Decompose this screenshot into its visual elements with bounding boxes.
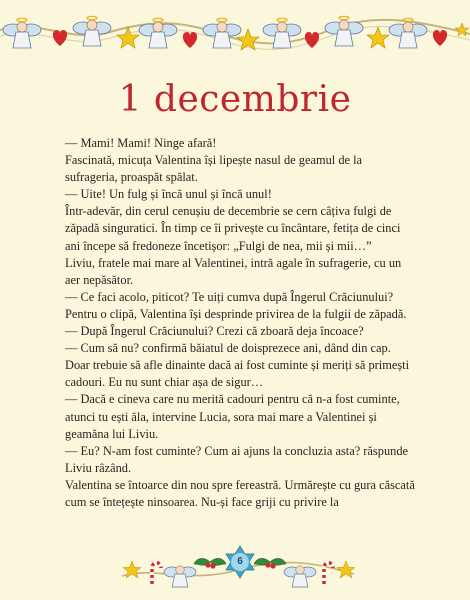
star-icon xyxy=(367,27,389,48)
angel-icon xyxy=(284,566,316,587)
angel-icon xyxy=(3,18,41,48)
heart-icon xyxy=(433,30,447,46)
heart-icon xyxy=(305,32,319,48)
heart-icon xyxy=(183,32,197,48)
paragraph: — Ce faci acolo, piticot? Te uiți cumva după Îngerul Crăciunului? xyxy=(65,289,394,304)
paragraph: — Dacă e cineva care nu merită cadouri pentru că n-a fost cuminte, atunci tu ești ăla, intervine Lucia, sora mai mare a Valentinei și geamăna lui Liviu. xyxy=(65,392,400,441)
holly-icon xyxy=(254,558,286,568)
candy-cane-icon xyxy=(324,563,333,584)
paragraph: — Eu? N-am fost cuminte? Cum ai ajuns la concluzia asta? răspunde Liviu râzând. xyxy=(65,443,409,475)
angel-icon xyxy=(325,16,363,46)
paragraph: Liviu, fratele mai mare al Valentinei, intră agale în sufragerie, cu un aer nepăsător. xyxy=(65,255,402,287)
paragraph: Valentina se întoarce din nou spre fereastră. Urmărește cu gura căscată cum se întețește ninsoarea. Nu-și face griji cu privire la xyxy=(65,477,415,509)
paragraph: — După Îngerul Crăciunului? Crezi că zboară deja încoace? xyxy=(65,324,364,339)
holly-icon xyxy=(194,558,226,568)
paragraph: Într-adevăr, din cerul cenușiu de decembrie se cern câțiva fulgi de zăpadă singuratici. În timp ce îi privește cu încântare, fetița de cinci ani începe să fredoneze încetișor: „Fulgi de nea, mii și mii…” xyxy=(65,204,401,253)
paragraph: — Mami! Mami! Ninge afară! xyxy=(65,136,217,150)
top-garland xyxy=(0,0,470,64)
paragraph: Pentru o clipă, Valentina își desprinde privirea de la fulgii de zăpadă. xyxy=(65,306,407,321)
paragraph: Fascinată, micuța Valentina își lipește nasul de geamul de la sufrageria, proaspăt spălat. xyxy=(65,153,363,185)
story-text xyxy=(65,135,415,511)
star-icon xyxy=(337,561,355,578)
angel-icon xyxy=(164,566,196,587)
page-number: 6 xyxy=(237,556,243,567)
paragraph: — Cum să nu? confirmă băiatul de doisprezece ani, dând din cap. Doar trebuie să afle dinainte dacă ai fost cuminte și meriți să primești cadouri. Eu nu sunt chiar așa de sigur… xyxy=(65,341,410,390)
paragraph: — Uite! Un fulg și încă unul și încă unul! xyxy=(65,187,272,202)
chapter-title: 1 decembrie xyxy=(118,79,352,120)
angel-icon xyxy=(203,18,241,48)
